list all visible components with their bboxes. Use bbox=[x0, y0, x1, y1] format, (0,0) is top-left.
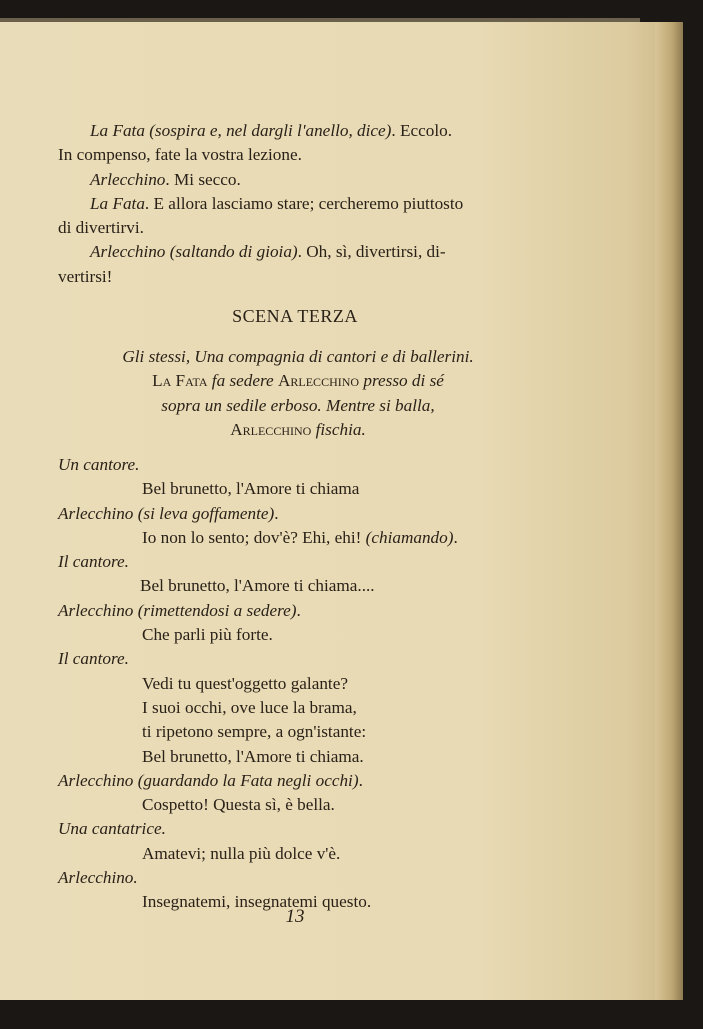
text-segment: presso di sé bbox=[363, 371, 444, 391]
text-line bbox=[58, 265, 463, 289]
dialogue-line bbox=[58, 599, 458, 623]
dialogue-line bbox=[58, 672, 458, 696]
text-segment: Arlecchino bbox=[277, 371, 364, 391]
dialogue bbox=[58, 453, 458, 915]
text-line bbox=[58, 240, 463, 264]
text-segment: . Eccolo. bbox=[391, 121, 453, 140]
dialogue-line bbox=[58, 793, 458, 817]
dialogue-line bbox=[58, 720, 458, 744]
text-segment: Io non lo sento; dov'è? Ehi, ehi! bbox=[142, 527, 366, 547]
text-segment: di divertirvi. bbox=[58, 218, 144, 238]
dialogue-line bbox=[58, 842, 458, 866]
text-segment: . bbox=[358, 770, 363, 790]
text-segment: . E allora lasciamo stare; cercheremo piuttosto bbox=[144, 193, 464, 213]
text-segment: Un cantore. bbox=[58, 455, 140, 474]
dialogue-line bbox=[58, 550, 458, 574]
text-line bbox=[58, 143, 463, 167]
page-edge-shadow bbox=[655, 22, 683, 1000]
text-segment: Arlecchino bbox=[90, 169, 166, 189]
text-segment: . bbox=[296, 600, 301, 620]
dialogue-line bbox=[58, 866, 458, 890]
text-segment: Gli stessi, Una compagnia di cantori e di ballerini. bbox=[122, 347, 474, 366]
text-line bbox=[58, 192, 463, 216]
dialogue-line bbox=[58, 574, 458, 598]
text-segment: fa sedere bbox=[211, 371, 278, 391]
text-segment: Bel brunetto, l'Amore ti chiama.... bbox=[140, 576, 375, 596]
text-segment: . bbox=[453, 527, 458, 547]
text-segment: Arlecchino (guardando la Fata negli occhi) bbox=[58, 770, 359, 790]
stage-direction-line bbox=[0, 345, 596, 369]
text-segment: ti ripetono sempre, a ogn'istante: bbox=[142, 722, 367, 742]
dialogue-line bbox=[58, 502, 458, 526]
text-segment: fischia. bbox=[315, 419, 366, 439]
text-line bbox=[58, 168, 463, 192]
stage-direction-line bbox=[0, 394, 596, 418]
dialogue-line bbox=[58, 477, 458, 501]
text-segment: (chiamando) bbox=[365, 527, 454, 547]
dialogue-line bbox=[58, 623, 458, 647]
dialogue-line bbox=[58, 745, 458, 769]
text-segment: La Fata bbox=[152, 371, 212, 391]
text-segment: Arlecchino (rimettendosi a sedere) bbox=[58, 600, 297, 620]
stage-direction bbox=[0, 345, 596, 442]
dialogue-line bbox=[58, 647, 458, 671]
text-segment: Cospetto! Questa sì, è bella. bbox=[142, 795, 335, 815]
text-segment: Bel brunetto, l'Amore ti chiama bbox=[142, 479, 360, 499]
text-segment: In compenso, fate la vostra lezione. bbox=[58, 145, 302, 165]
intro-dialogue bbox=[58, 119, 463, 289]
text-segment: Arlecchino. bbox=[58, 868, 138, 888]
text-segment: Arlecchino bbox=[230, 419, 316, 439]
text-segment: . Mi secco. bbox=[165, 169, 241, 189]
text-segment: . Oh, sì, divertirsi, di- bbox=[297, 242, 446, 262]
text-line bbox=[58, 216, 463, 240]
dialogue-line bbox=[58, 817, 458, 841]
stage-direction-line bbox=[0, 369, 596, 393]
text-segment: Il cantore. bbox=[58, 649, 129, 669]
dialogue-line bbox=[58, 696, 458, 720]
text-segment: Una cantatrice. bbox=[58, 819, 166, 839]
text-segment: vertirsi! bbox=[58, 266, 113, 286]
scene-title: SCENA TERZA bbox=[232, 306, 358, 326]
text-segment: sopra un sedile erboso. Mentre si balla, bbox=[161, 395, 435, 415]
text-segment: Arlecchino (saltando di gioia) bbox=[90, 242, 298, 262]
text-segment: La Fata (sospira e, nel dargli l'anello, dice) bbox=[90, 121, 392, 140]
text-segment: I suoi occhi, ove luce la brama, bbox=[142, 697, 357, 717]
text-segment: Bel brunetto, l'Amore ti chiama. bbox=[142, 746, 364, 766]
dialogue-line bbox=[58, 769, 458, 793]
text-segment: Che parli più forte. bbox=[142, 625, 273, 645]
text-segment: La Fata bbox=[90, 193, 145, 213]
text-segment: Insegnatemi, insegnatemi questo. bbox=[142, 892, 372, 912]
text-segment: . bbox=[274, 503, 279, 523]
stage-direction-line bbox=[0, 418, 596, 442]
text-segment: Vedi tu quest'oggetto galante? bbox=[142, 673, 348, 693]
text-segment: Amatevi; nulla più dolce v'è. bbox=[142, 843, 341, 863]
dialogue-line bbox=[58, 526, 458, 550]
text-segment: Arlecchino (si leva goffamente) bbox=[58, 503, 275, 523]
page-number: 13 bbox=[285, 906, 305, 927]
text-line bbox=[58, 119, 463, 143]
dialogue-line bbox=[58, 453, 458, 477]
text-segment: Il cantore. bbox=[58, 552, 129, 572]
